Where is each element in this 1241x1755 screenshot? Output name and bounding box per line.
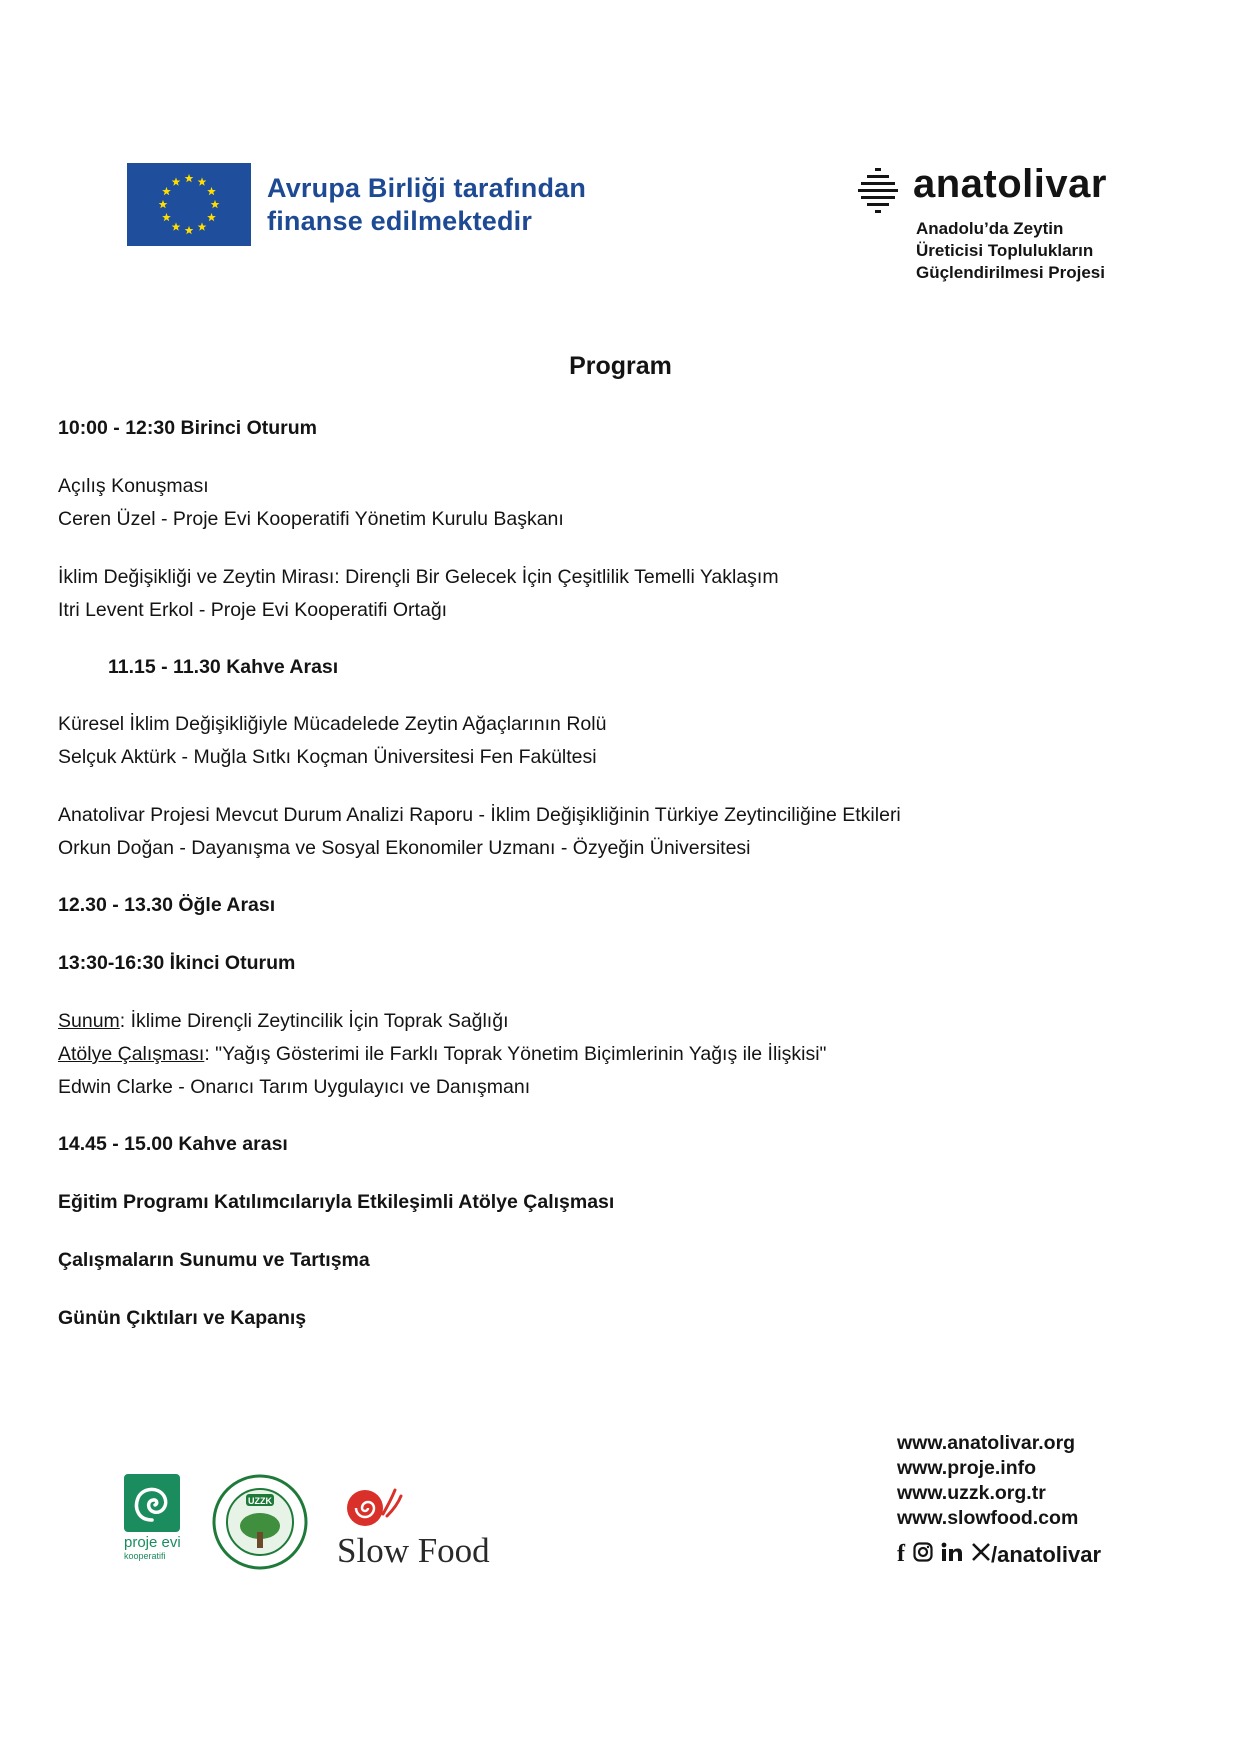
eu-star-icon	[198, 222, 207, 230]
anatolivar-subtitle-line-3: Güçlendirilmesi Projesi	[916, 263, 1105, 282]
eu-star-icon	[159, 200, 168, 208]
linkedin-icon[interactable]	[941, 1542, 963, 1568]
talk-4-speaker: Edwin Clarke - Onarıcı Tarım Uygulayıcı ve Danışmanı	[58, 1076, 531, 1098]
eu-star-icon	[172, 222, 181, 230]
atolye-line	[58, 1043, 826, 1066]
anatolivar-mark-icon	[858, 168, 898, 218]
uzzk-label: UZZK	[248, 1496, 272, 1506]
eu-star-icon	[211, 200, 220, 208]
session-2-heading: 13:30-16:30 İkinci Oturum	[58, 952, 296, 974]
eu-line-1: Avrupa Birliği tarafından	[267, 172, 587, 203]
instagram-icon[interactable]	[913, 1542, 933, 1568]
slow-food-snail-icon	[335, 1484, 405, 1537]
proje-evi-spiral-icon	[124, 1474, 180, 1532]
opening-title: Açılış Konuşması	[58, 475, 209, 497]
talk-1-title: İklim Değişikliği ve Zeytin Mirası: Dirençli Bir Gelecek İçin Çeşitlilik Temelli Yaklaşım	[58, 566, 779, 588]
proje-evi-sublabel: kooperatifi	[124, 1551, 166, 1561]
eu-line-2: finanse edilmektedir	[267, 205, 533, 236]
talk-3-speaker: Orkun Doğan - Dayanışma ve Sosyal Ekonomiler Uzmanı - Özyeğin Üniversitesi	[58, 837, 751, 859]
anatolivar-subtitle	[916, 218, 1105, 284]
eu-flag-icon	[127, 163, 251, 246]
eu-star-icon	[198, 177, 207, 185]
eu-star-icon	[162, 213, 171, 221]
eu-funding-logo	[127, 163, 586, 246]
talk-3-title: Anatolivar Projesi Mevcut Durum Analizi Raporu - İklim Değişikliğinin Türkiye Zeytinciliğine Etkileri	[58, 804, 901, 826]
eu-star-icon	[185, 226, 194, 234]
eu-funding-text	[267, 172, 586, 238]
social-links	[897, 1541, 1101, 1568]
social-handle[interactable]: /anatolivar	[991, 1541, 1102, 1567]
closing-item: Günün Çıktıları ve Kapanış	[58, 1307, 307, 1329]
website-links	[897, 1431, 1078, 1531]
anatolivar-subtitle-line-1: Anadolu’da Zeytin	[916, 219, 1064, 238]
uzzk-logo	[212, 1474, 308, 1575]
sunum-line	[58, 1010, 508, 1033]
page-title: Program	[569, 352, 672, 380]
uzzk-olive-tree-icon	[212, 1474, 308, 1570]
presentation-item: Çalışmaların Sunumu ve Tartışma	[58, 1249, 370, 1271]
sunum-label: Sunum	[58, 1010, 120, 1032]
link-anatolivar[interactable]: www.anatolivar.org	[897, 1432, 1076, 1454]
link-proje[interactable]: www.proje.info	[897, 1457, 1037, 1479]
atolye-text: : "Yağış Gösterimi ile Farklı Toprak Yönetim Biçimlerinin Yağış ile İlişkisi"	[204, 1043, 827, 1065]
eu-star-icon	[207, 213, 216, 221]
talk-2-title: Küresel İklim Değişikliğiyle Mücadelede Zeytin Ağaçlarının Rolü	[58, 713, 607, 735]
coffee-break-2: 14.45 - 15.00 Kahve arası	[58, 1133, 288, 1155]
slow-food-logo-text: Slow Food	[337, 1531, 490, 1570]
proje-evi-label: proje evi	[124, 1534, 181, 1551]
atolye-label: Atölye Çalışması	[58, 1043, 205, 1065]
session-1-heading: 10:00 - 12:30 Birinci Oturum	[58, 417, 318, 439]
eu-star-icon	[172, 177, 181, 185]
proje-evi-logo	[124, 1474, 182, 1561]
lunch-break: 12.30 - 13.30 Öğle Arası	[58, 894, 276, 916]
eu-star-icon	[185, 174, 194, 182]
x-twitter-icon[interactable]	[971, 1542, 991, 1568]
eu-star-icon	[207, 187, 216, 195]
talk-1-speaker: Itri Levent Erkol - Proje Evi Kooperatifi Ortağı	[58, 599, 448, 621]
link-uzzk[interactable]: www.uzzk.org.tr	[897, 1482, 1046, 1504]
sunum-text: : İklime Dirençli Zeytincilik İçin Toprak Sağlığı	[119, 1010, 509, 1032]
talk-2-speaker: Selçuk Aktürk - Muğla Sıtkı Koçman Üniversitesi Fen Fakültesi	[58, 746, 597, 768]
eu-star-icon	[162, 187, 171, 195]
anatolivar-brand-name: anatolivar	[913, 162, 1107, 206]
workshop-item: Eğitim Programı Katılımcılarıyla Etkileşimli Atölye Çalışması	[58, 1191, 615, 1213]
anatolivar-subtitle-line-2: Üreticisi Toplulukların	[916, 241, 1094, 260]
opening-speaker: Ceren Üzel - Proje Evi Kooperatifi Yönetim Kurulu Başkanı	[58, 508, 564, 530]
coffee-break-1: 11.15 - 11.30 Kahve Arası	[108, 656, 339, 678]
link-slowfood[interactable]: www.slowfood.com	[897, 1507, 1079, 1529]
facebook-icon[interactable]: f	[897, 1541, 905, 1567]
